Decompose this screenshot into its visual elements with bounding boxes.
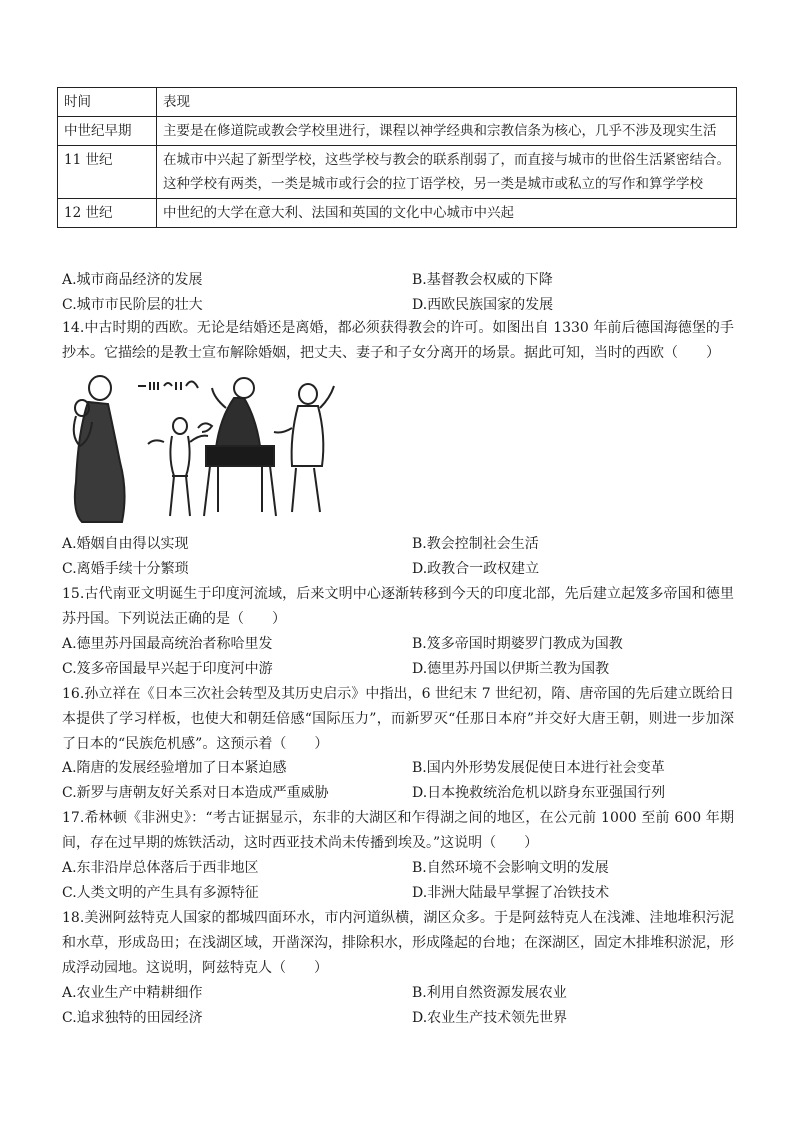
q18-option-d[interactable]: D.农业生产技术领先世界 <box>412 1010 568 1026</box>
q15-option-b[interactable]: B.笈多帝国时期婆罗门教成为国教 <box>412 636 623 652</box>
q18-option-a[interactable]: A.农业生产中精耕细作 <box>62 985 203 1001</box>
q18-option-b[interactable]: B.利用自然资源发展农业 <box>412 985 567 1001</box>
q15-stem: 15.古代南亚文明诞生于印度河流域，后来文明中心逐渐转移到今天的印度北部，先后建立起笈多帝国和德里苏丹国。下列说法正确的是（ ） <box>62 586 734 627</box>
q17-option-c[interactable]: C.人类文明的产生具有多源特征 <box>62 885 259 901</box>
q14-stem: 14.中古时期的西欧。无论是结婚还是离婚，都必须获得教会的许可。如图出自 1330 年前后德国海德堡的手抄本。它描绘的是教士宣布解除婚姻，把丈夫、妻子和子女分离开的场景。据此可知，当时的西欧（ ） <box>62 320 734 361</box>
table-cell-description: 在城市中兴起了新型学校，这些学校与教会的联系削弱了，而直接与城市的世俗生活紧密结合。这种学校有两类，一类是城市或行会的拉丁语学校，另一类是城市或私立的写作和算学学校 <box>157 146 737 199</box>
q17-stem: 17.希林顿《非洲史》：“考古证据显示，东非的大湖区和乍得湖之间的地区，在公元前 1000 至前 600 年期间，存在过早期的炼铁活动，这时西亚技术尚未传播到埃及。”这说明（ ） <box>62 810 734 851</box>
q13-option-b[interactable]: B.基督教会权威的下降 <box>412 272 553 288</box>
q16-option-c[interactable]: C.新罗与唐朝友好关系对日本造成严重威胁 <box>62 785 329 801</box>
q18-options-row-2 <box>62 1007 742 1029</box>
q13-options-row-1 <box>62 269 742 291</box>
q14-option-a[interactable]: A.婚姻自由得以实现 <box>62 536 189 552</box>
q18-option-c[interactable]: C.追求独特的田园经济 <box>62 1010 203 1026</box>
q16-options-row-2 <box>62 782 742 804</box>
table-row <box>58 146 737 199</box>
q14-option-d[interactable]: D.政教合一政权建立 <box>412 561 540 577</box>
table-cell-period: 11 世纪 <box>58 146 157 199</box>
history-table <box>57 87 737 228</box>
q17-option-b[interactable]: B.自然环境不会影响文明的发展 <box>412 860 609 876</box>
q17-option-a[interactable]: A.东非沿岸总体落后于西非地区 <box>62 860 259 876</box>
q14-option-b[interactable]: B.教会控制社会生活 <box>412 536 539 552</box>
manuscript-illustration <box>68 368 340 523</box>
table-cell-description: 主要是在修道院或教会学校里进行，课程以神学经典和宗教信条为核心，几乎不涉及现实生活 <box>157 117 737 146</box>
table-header-cell: 表现 <box>157 88 737 117</box>
q15-option-c[interactable]: C.笈多帝国最早兴起于印度河中游 <box>62 661 273 677</box>
q14-option-c[interactable]: C.离婚手续十分繁琐 <box>62 561 189 577</box>
q15-option-d[interactable]: D.德里苏丹国以伊斯兰教为国教 <box>412 661 610 677</box>
q14-options-row-2 <box>62 558 742 580</box>
q18-options-row-1 <box>62 982 742 1004</box>
table-cell-period: 12 世纪 <box>58 199 157 228</box>
q17-option-d[interactable]: D.非洲大陆最早掌握了冶铁技术 <box>412 885 610 901</box>
q16-options-row-1 <box>62 757 742 779</box>
q13-option-c[interactable]: C.城市市民阶层的壮大 <box>62 297 203 313</box>
q17-options-row-1 <box>62 857 742 879</box>
q13-options-row-2 <box>62 294 742 316</box>
q15-option-a[interactable]: A.德里苏丹国最高统治者称哈里发 <box>62 636 273 652</box>
table-header-row <box>58 88 737 117</box>
q16-option-b[interactable]: B.国内外形势发展促使日本进行社会变革 <box>412 760 665 776</box>
q16-option-d[interactable]: D.日本挽救统治危机以跻身东亚强国行列 <box>412 785 666 801</box>
table-cell-description: 中世纪的大学在意大利、法国和英国的文化中心城市中兴起 <box>157 199 737 228</box>
q14-options-row-1 <box>62 533 742 555</box>
q15-options-row-2 <box>62 658 742 680</box>
table-row <box>58 199 737 228</box>
q15-options-row-1 <box>62 633 742 655</box>
q13-option-a[interactable]: A.城市商品经济的发展 <box>62 272 203 288</box>
q18-stem: 18.美洲阿兹特克人国家的都城四面环水，市内河道纵横，湖区众多。于是阿兹特克人在浅滩、洼地堆积污泥和水草，形成岛田；在浅湖区域，开凿深沟，排除积水，形成隆起的台地；在深湖区，固定木排堆积淤泥，形成浮动园地。这说明，阿兹特克人（ ） <box>62 910 734 976</box>
q16-option-a[interactable]: A.隋唐的发展经验增加了日本紧迫感 <box>62 760 287 776</box>
q17-options-row-2 <box>62 882 742 904</box>
table-cell-period: 中世纪早期 <box>58 117 157 146</box>
q13-option-d[interactable]: D.西欧民族国家的发展 <box>412 297 554 313</box>
table-header-cell: 时间 <box>58 88 157 117</box>
q16-stem: 16.孙立祥在《日本三次社会转型及其历史启示》中指出，6 世纪末 7 世纪初，隋、唐帝国的先后建立既给日本提供了学习样板，也使大和朝廷倍感“国际压力”，而新罗灭“任那日本府”并交好大唐王朝，则进一步加深了日本的“民族危机感”。这预示着（ ） <box>62 686 734 752</box>
table-row <box>58 117 737 146</box>
